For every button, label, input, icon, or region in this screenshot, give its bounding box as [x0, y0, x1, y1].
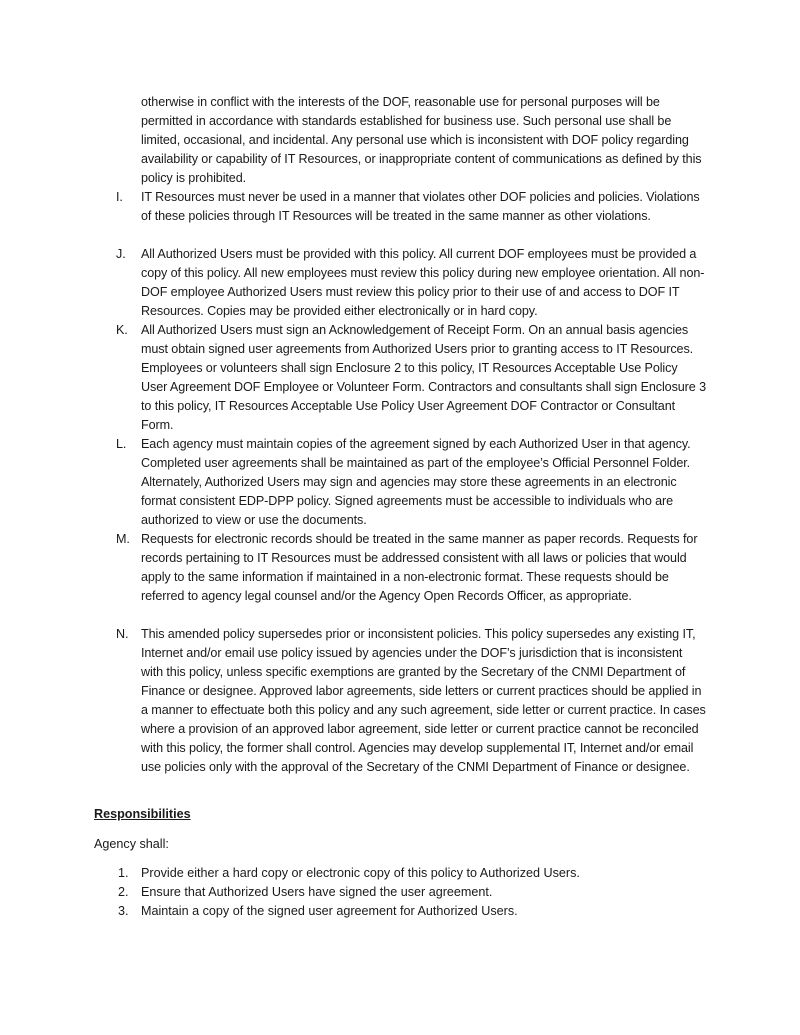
list-marker: 2.	[118, 885, 129, 899]
list-item-text: Requests for electronic records should be treated in the same manner as paper records. Requests for records pertaining to IT Resources must be addressed consistent with all laws or policies that would apply to the same information if maintained in a non-electronic format. These requests should be referred to agency legal counsel and/or the Agency Open Records Officer, as appropriate.	[141, 532, 698, 603]
list-item-text: All Authorized Users must sign an Acknowledgement of Receipt Form. On an annual basis agencies must obtain signed user agreements from Authorized Users prior to granting access to IT Resources. Employees or volunteers shall sign Enclosure 2 to this policy, IT Resources Acceptable Use Policy User Agreement DOF Employee or Volunteer Form. Contractors and consultants shall sign Enclosure 3 to this policy, IT Resources Acceptable Use Policy User Agreement DOF Contractor or Consultant Form.	[141, 323, 706, 432]
list-item-text: IT Resources must never be used in a manner that violates other DOF policies and policies. Violations of these policies through IT Resources will be treated in the same manner as other violations.	[141, 190, 700, 223]
list-marker: N.	[116, 627, 129, 641]
list-item-text: Provide either a hard copy or electronic copy of this policy to Authorized Users.	[141, 866, 580, 880]
list-marker: L.	[116, 437, 127, 451]
list-marker: K.	[116, 323, 128, 337]
list-item-text: This amended policy supersedes prior or inconsistent policies. This policy supersedes any existing IT, Internet and/or email use policy issued by agencies under the DOF’s jurisdiction that is inconsistent with this policy, unless specific exemptions are granted by the Secretary of the CNMI Department of Finance or designee. Approved labor agreements, side letters or current practices should be applied in a manner to effectuate both this policy and any such agreement, side letter or current practice. In cases where a provision of an approved labor agreement, side letter or current practice cannot be reconciled with this policy, the former shall control. Agencies may develop supplemental IT, Internet and/or email use policies only with the approval of the Secretary of the CNMI Department of Finance or designee.	[141, 627, 706, 774]
section-heading-responsibilities: Responsibilities	[94, 807, 191, 821]
list-marker: J.	[116, 247, 126, 261]
list-marker: 3.	[118, 904, 129, 918]
list-marker: 1.	[118, 866, 129, 880]
list-item-text: Ensure that Authorized Users have signed the user agreement.	[141, 885, 493, 899]
list-marker: M.	[116, 532, 130, 546]
continuation-paragraph: otherwise in conflict with the interests of the DOF, reasonable use for personal purposes will be permitted in accordance with standards established for business use. Such personal use shall be limited, occasional, and incidental. Any personal use which is inconsistent with DOF policy regarding availability or capability of IT Resources, or inappropriate content of communications as defined by this policy is prohibited.	[141, 95, 702, 185]
list-marker: I.	[116, 190, 123, 204]
list-item-text: Maintain a copy of the signed user agreement for Authorized Users.	[141, 904, 518, 918]
list-item-text: All Authorized Users must be provided with this policy. All current DOF employees must be provided a copy of this policy. All new employees must review this policy during new employee orientation. All non-DOF employee Authorized Users must review this policy prior to their use of and access to DOF IT Resources. Copies may be provided either electronically or in hard copy.	[141, 247, 705, 318]
responsibilities-intro: Agency shall:	[94, 837, 169, 851]
list-item-text: Each agency must maintain copies of the agreement signed by each Authorized User in that agency. Completed user agreements shall be maintained as part of the employee’s Official Personnel Folder. Alternately, Authorized Users may sign and agencies may store these agreements in an electronic format consistent EDP-DPP policy. Signed agreements must be accessible to individuals who are authorized to view or use the documents.	[141, 437, 691, 527]
